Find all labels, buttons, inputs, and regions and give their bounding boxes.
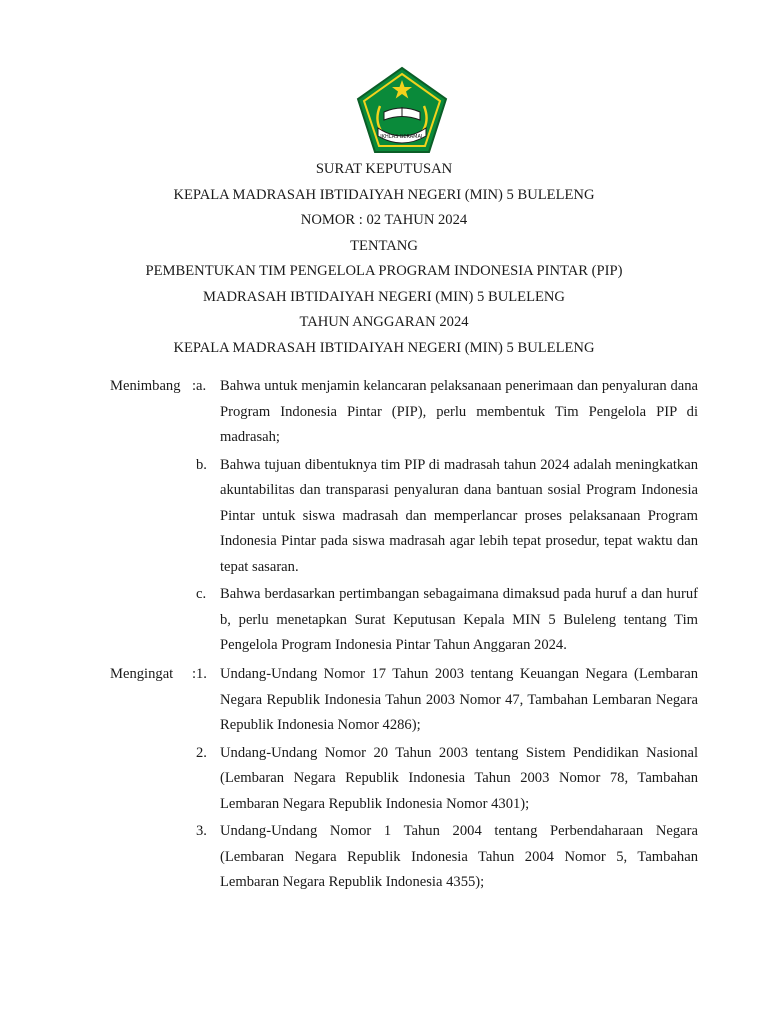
section-label: Mengingat (110, 666, 174, 682)
item-text: Undang-Undang Nomor 1 Tahun 2004 tentang Perbendaharaan Negara (Lembaran Negara Republik Indonesia Tahun 2004 Nomor 5, Tambahan Lembaran Negara Republik Indonesia 4355); (220, 823, 698, 890)
kemenag-emblem-icon (356, 66, 448, 154)
mengingat-section (110, 662, 698, 896)
item-text: Bahwa tujuan dibentuknya tim PIP di madrasah tahun 2024 adalah meningkatkan akuntabilitas dan transparasi penyaluran dana bantuan sosial Program Indonesia Pintar untuk siswa madrasah dan memperlancar proses pelaksanaan Program Indonesia Pintar pada siswa madrasah agar lebih tepat prosedur, tepat waktu dan tepat sasaran. (220, 456, 698, 575)
heading-subject: PEMBENTUKAN TIM PENGELOLA PROGRAM INDONESIA PINTAR (PIP) (145, 263, 623, 279)
list-item (110, 582, 698, 659)
list-item (110, 662, 698, 739)
menimbang-section (110, 374, 698, 659)
list-item (110, 374, 698, 451)
logo-ribbon-text: IKHLAS BERAMAL (380, 134, 424, 140)
heading-issuer-repeat: KEPALA MADRASAH IBTIDAIYAH NEGERI (MIN) 5 BULELENG (173, 339, 595, 356)
heading-institution: MADRASAH IBTIDAIYAH NEGERI (MIN) 5 BULELENG (203, 288, 565, 305)
heading-fiscal-year: TAHUN ANGGARAN 2024 (299, 314, 469, 330)
list-item (110, 741, 698, 818)
heading-issuer: KEPALA MADRASAH IBTIDAIYAH NEGERI (MIN) 5 BULELENG (173, 186, 595, 203)
item-text: Bahwa berdasarkan pertimbangan sebagaimana dimaksud pada huruf a dan huruf b, perlu menetapkan Surat Keputusan Kepala MIN 5 Buleleng tentang Tim Pengelola Program Indonesia Pintar Tahun Anggaran 2024. (220, 586, 698, 653)
item-marker: 3. (196, 823, 207, 839)
item-text: Undang-Undang Nomor 17 Tahun 2003 tentang Keuangan Negara (Lembaran Negara Republik Indonesia Tahun 2003 Nomor 47, Tambahan Lembaran Negara Republik Indonesia Nomor 4286); (220, 666, 698, 733)
item-text: Bahwa untuk menjamin kelancaran pelaksanaan penerimaan dan penyaluran dana Program Indonesia Pintar (PIP), perlu membentuk Tim Pengelola PIP di madrasah; (220, 378, 698, 445)
item-marker: b. (196, 456, 207, 473)
item-marker: 1. (196, 666, 207, 682)
list-item (110, 453, 698, 581)
heading-title: SURAT KEPUTUSAN (315, 161, 453, 177)
document-heading (0, 157, 768, 361)
item-marker: a. (196, 378, 207, 394)
section-colon: : (192, 378, 197, 394)
section-colon: : (192, 666, 197, 682)
heading-number: NOMOR : 02 TAHUN 2024 (300, 212, 468, 228)
list-item (110, 819, 698, 896)
item-text: Undang-Undang Nomor 20 Tahun 2003 tentang Sistem Pendidikan Nasional (Lembaran Negara Republik Indonesia Tahun 2003 Nomor 78, Tambahan Lembaran Negara Republik Indonesia Nomor 4301); (220, 744, 698, 812)
section-label: Menimbang (110, 378, 181, 394)
heading-about: TENTANG (350, 237, 418, 254)
item-marker: c. (196, 586, 207, 602)
item-marker: 2. (196, 744, 207, 761)
